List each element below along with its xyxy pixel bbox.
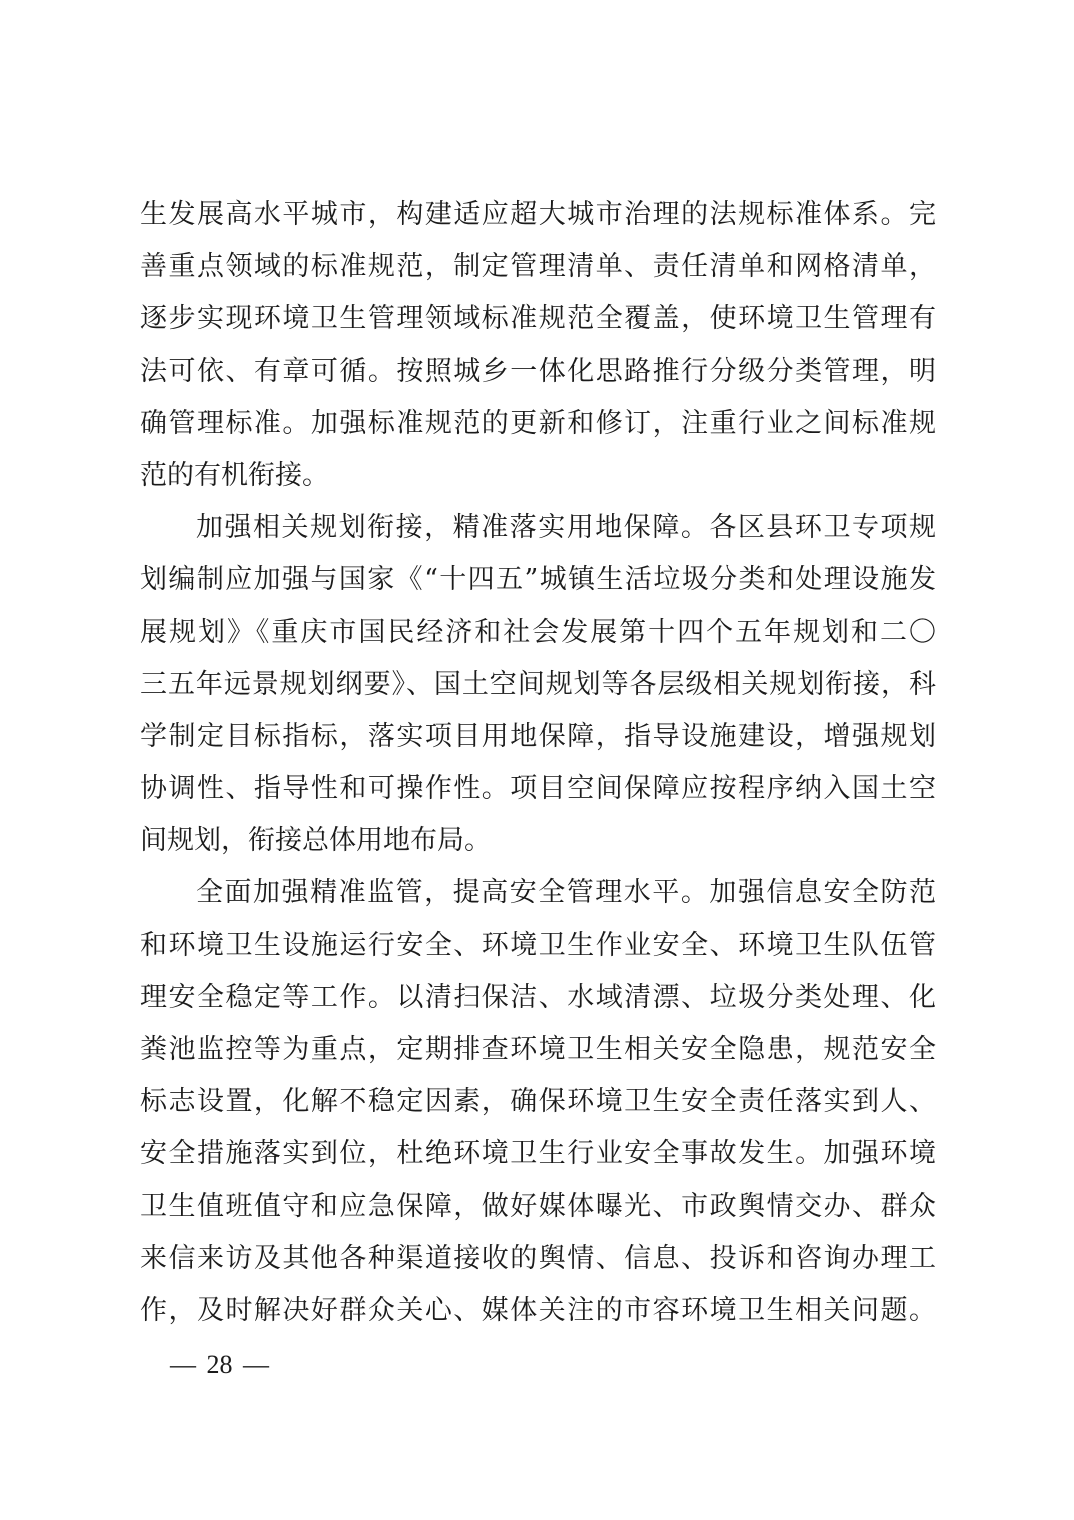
text-line: 范的有机衔接。 bbox=[140, 459, 329, 491]
text-line: 作，及时解决好群众关心、媒体关注的市容环境卫生相关问题。 bbox=[140, 1294, 936, 1326]
paragraph-1 bbox=[140, 189, 936, 502]
text-line: 展规划》《重庆市国民经济和社会发展第十四个五年规划和二〇 bbox=[140, 616, 936, 648]
text-line: 粪池监控等为重点，定期排查环境卫生相关安全隐患，规范安全 bbox=[140, 1034, 936, 1065]
text-line: 间规划，衔接总体用地布局。 bbox=[140, 825, 491, 857]
text-line: 生发展高水平城市，构建适应超大城市治理的法规标准体系。完 bbox=[140, 199, 936, 230]
text-line: 逐步实现环境卫生管理领域标准规范全覆盖，使环境卫生管理有 bbox=[140, 303, 936, 335]
text-line: 全面加强精准监管，提高安全管理水平。加强信息安全防范 bbox=[196, 877, 936, 909]
page-number: — 28 — bbox=[170, 1350, 269, 1379]
text-line: 法可依、有章可循。按照城乡一体化思路推行分级分类管理，明 bbox=[140, 355, 936, 387]
text-line: 安全措施落实到位，杜绝环境卫生行业安全事故发生。加强环境 bbox=[140, 1138, 936, 1170]
text-line: 来信来访及其他各种渠道接收的舆情、信息、投诉和咨询办理工 bbox=[140, 1242, 936, 1274]
text-line: 标志设置，化解不稳定因素，确保环境卫生安全责任落实到人、 bbox=[140, 1086, 936, 1118]
text-line: 理安全稳定等工作。以清扫保洁、水域清漂、垃圾分类处理、化 bbox=[140, 981, 936, 1013]
paragraph-3 bbox=[140, 867, 936, 1337]
body-text bbox=[140, 189, 936, 1337]
text-line: 划编制应加强与国家《“十四五”城镇生活垃圾分类和处理设施发 bbox=[140, 564, 936, 596]
text-line: 善重点领域的标准规范，制定管理清单、责任清单和网格清单， bbox=[140, 251, 936, 283]
text-line: 加强相关规划衔接，精准落实用地保障。各区县环卫专项规 bbox=[196, 512, 936, 544]
text-line: 确管理标准。加强标准规范的更新和修订，注重行业之间标准规 bbox=[140, 407, 936, 439]
text-line: 三五年远景规划纲要》、国土空间规划等各层级相关规划衔接，科 bbox=[140, 668, 936, 700]
text-line: 和环境卫生设施运行安全、环境卫生作业安全、环境卫生队伍管 bbox=[140, 929, 936, 961]
text-line: 协调性、指导性和可操作性。项目空间保障应按程序纳入国土空 bbox=[140, 773, 936, 805]
paragraph-2 bbox=[140, 502, 936, 867]
text-line: 学制定目标指标，落实项目用地保障，指导设施建设，增强规划 bbox=[140, 720, 936, 752]
text-line: 卫生值班值守和应急保障，做好媒体曝光、市政舆情交办、群众 bbox=[140, 1190, 936, 1222]
